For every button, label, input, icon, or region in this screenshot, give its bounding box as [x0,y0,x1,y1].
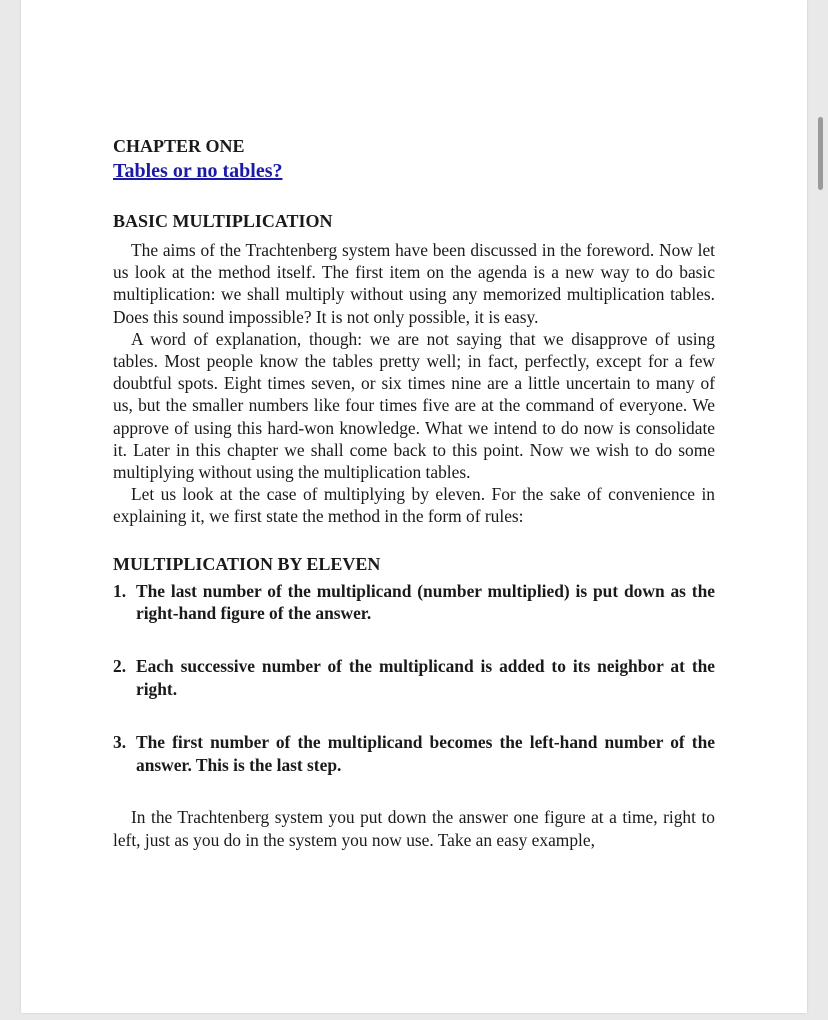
rule-text: Each successive number of the multiplicand is added to its neighbor at the right. [136,656,715,700]
rule-item [113,731,715,777]
section-heading-basic-multiplication: BASIC MULTIPLICATION [113,211,333,231]
rule-text: The last number of the multiplicand (number multiplied) is put down as the right-hand figure of the answer. [136,580,715,624]
page-content [113,134,715,851]
section-heading-multiplication-by-eleven: MULTIPLICATION BY ELEVEN [113,553,381,574]
scrollbar-thumb[interactable] [818,117,823,190]
rule-number: 1. [113,580,127,601]
rule-item [113,655,715,701]
paragraph-2: A word of explanation, though: we are not saying that we disapprove of using tables. Most people know the tables pretty well; in fact, perfectly, except for a few doubtful spots. Eight times seven, or six times nine are a little uncertain to many of us, but the smaller numbers like four times five are at the command of everyone. We approve of using this hard-won knowledge. What we intend to do now is consolidate it. Later in this chapter we shall come back to this point. Now we wish to do some multiplying without using the multiplication tables. [113,328,715,483]
document-page [21,0,807,1013]
paragraph-1: The aims of the Trachtenberg system have been discussed in the foreword. Now let us look at the method itself. The first item on the agenda is a new way to do basic multiplication: we shall multiply without using any memorized multiplication tables. Does this sound impossible? It is not only possible, it is easy. [113,240,715,327]
rule-text: The first number of the multiplicand becomes the left-hand number of the answer. This is the last step. [136,731,715,775]
paragraph-closing: In the Trachtenberg system you put down the answer one figure at a time, right to left, just as you do in the system you now use. Take an easy example, [113,807,715,850]
rule-number: 2. [113,656,127,677]
paragraph-3: Let us look at the case of multiplying by eleven. For the sake of convenience in explaining it, we first state the method in the form of rules: [113,484,715,527]
chapter-label: CHAPTER ONE [113,136,245,156]
rule-number: 3. [113,731,127,752]
rule-item [113,580,715,626]
chapter-title-link[interactable]: Tables or no tables? [113,160,283,182]
rules-list [113,580,715,777]
